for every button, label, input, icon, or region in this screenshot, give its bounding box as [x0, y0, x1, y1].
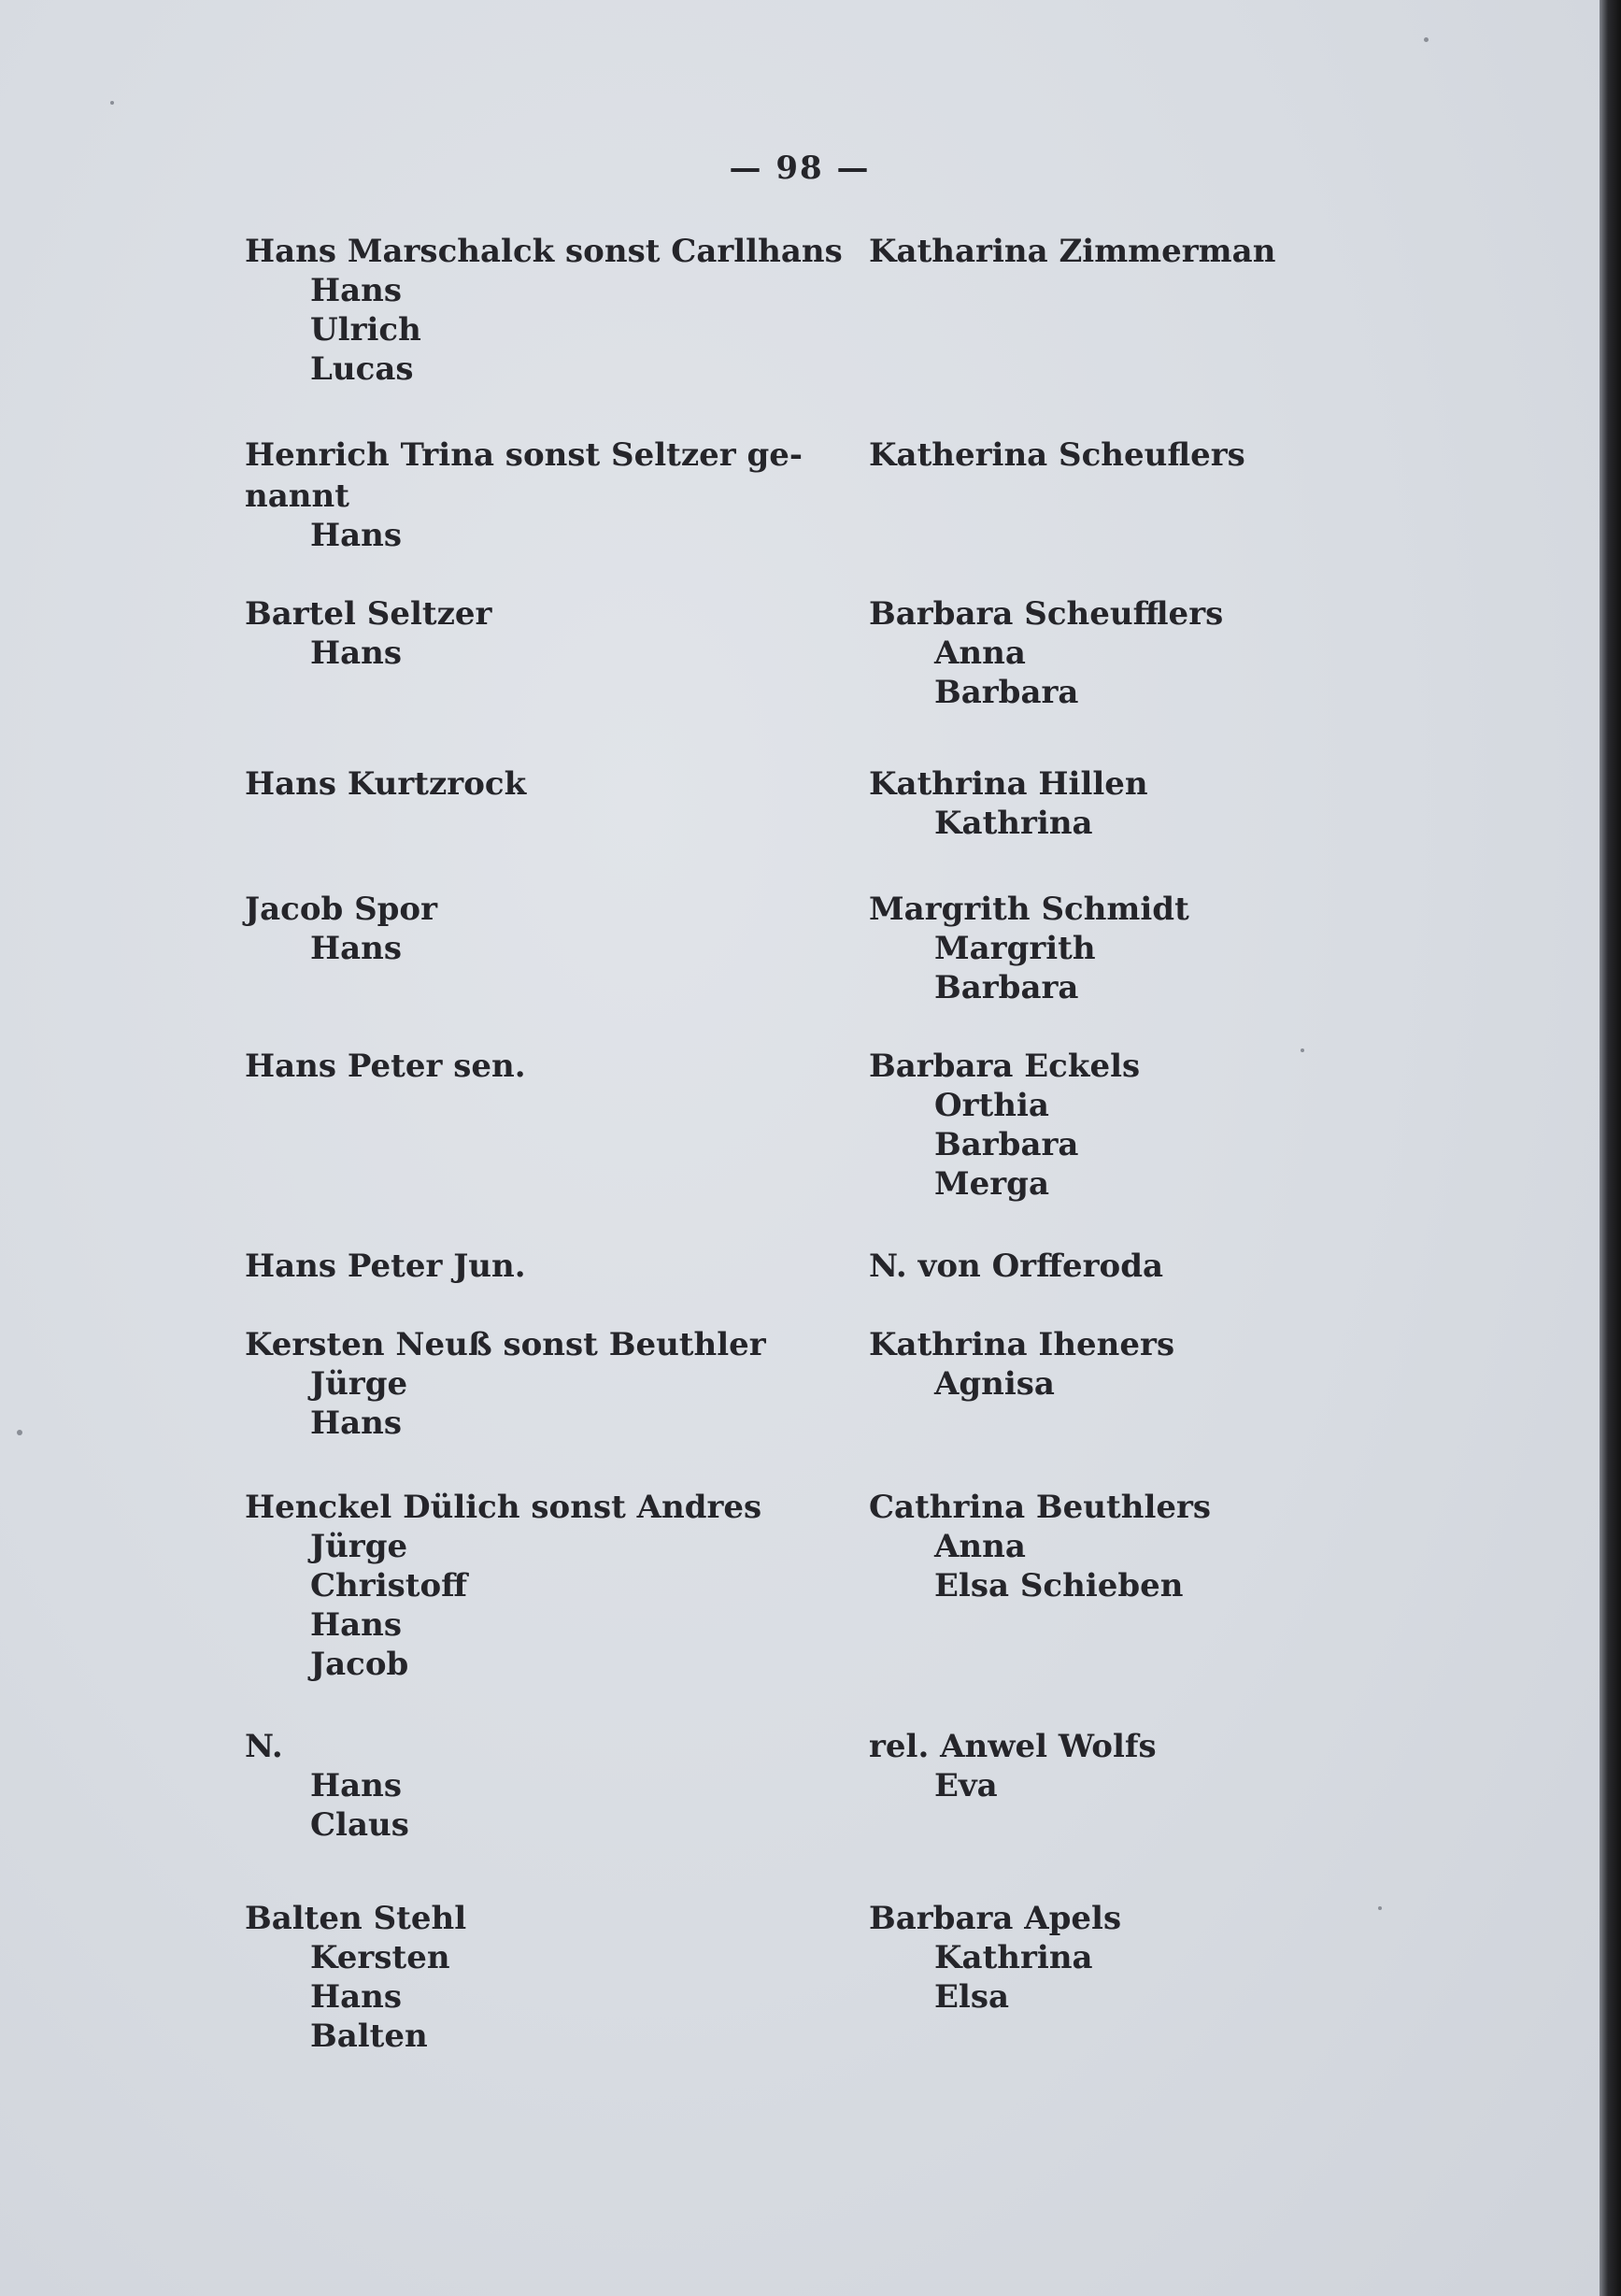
entry-child-name: Hans — [310, 930, 403, 967]
entry-head-name: Barbara Eckels — [869, 1048, 1141, 1085]
family-entry-right — [869, 594, 1223, 712]
paper-speck — [1301, 1048, 1304, 1052]
entry-head-name: Jacob Spor — [245, 891, 438, 928]
entry-child-name: Barbara — [934, 969, 1079, 1006]
entry-head-name: Bartel Seltzer — [245, 595, 492, 633]
family-entry-left — [245, 1727, 409, 1845]
entry-head-name: Barbara Apels — [869, 1900, 1122, 1937]
entry-head-name: Kathrina Hillen — [869, 765, 1148, 803]
entry-child-name: Hans — [310, 1978, 403, 2016]
entry-child-name: Margrith — [934, 930, 1096, 967]
entry-head-name: Barbara Scheufflers — [869, 595, 1224, 633]
entry-head-name: Balten Stehl — [245, 1900, 467, 1937]
entry-head-name: Hans Kurtzrock — [245, 765, 527, 803]
family-entry-left — [245, 890, 437, 968]
entry-head-name: Hans Peter sen. — [245, 1048, 526, 1085]
family-entry-left — [245, 1325, 766, 1443]
paper-speck — [17, 1430, 22, 1435]
entry-head-name: Margrith Schmidt — [869, 891, 1189, 928]
paper-speck — [110, 101, 114, 105]
family-entry-right — [869, 1047, 1140, 1204]
family-entry-left — [245, 477, 402, 555]
entry-child-name: Merga — [934, 1165, 1049, 1203]
page-number: — 98 — — [729, 150, 871, 187]
family-entry-left — [245, 1047, 526, 1086]
entry-head-name: N. — [245, 1728, 283, 1765]
entry-child-name: Lucas — [310, 350, 414, 388]
family-entry-left — [245, 232, 843, 389]
family-entry-left — [245, 594, 491, 673]
family-entry-right — [869, 764, 1148, 843]
entry-head-name: Henckel Dülich sonst Andres — [245, 1489, 762, 1526]
entry-child-name: Hans — [310, 1767, 403, 1804]
family-entry-left — [245, 1488, 761, 1684]
entry-child-name: Jürge — [310, 1528, 408, 1565]
entry-child-name: Hans — [310, 1606, 403, 1644]
entry-child-name: Jacob — [310, 1646, 409, 1683]
entry-head-name: Henrich Trina sonst Seltzer ge- — [245, 436, 803, 474]
entry-head-name: Katharina Zimmerman — [869, 233, 1276, 270]
entry-child-name: Kathrina — [934, 805, 1093, 842]
entry-child-name: Claus — [310, 1806, 409, 1844]
paper-speck — [1424, 37, 1429, 42]
family-entry-right — [869, 1325, 1174, 1404]
entry-child-name: Jürge — [310, 1365, 408, 1403]
entry-head-name: Kersten Neuß sonst Beuthler — [245, 1326, 766, 1363]
entry-child-name: Agnisa — [934, 1365, 1055, 1403]
entry-child-name: Barbara — [934, 1126, 1079, 1163]
family-entry-right — [869, 435, 1245, 475]
entry-head-name: Hans Marschalck sonst Carllhans — [245, 233, 843, 270]
entry-child-name: Christoff — [310, 1567, 468, 1604]
entry-child-name: Kathrina — [934, 1939, 1093, 1976]
book-edge — [1600, 0, 1621, 2296]
entry-child-name: Hans — [310, 635, 403, 672]
entry-child-name: Elsa Schieben — [934, 1567, 1184, 1604]
family-entry-left — [245, 1899, 466, 2056]
entry-child-name: Elsa — [934, 1978, 1010, 2016]
family-entry-right — [869, 1247, 1163, 1286]
entry-child-name: Hans — [310, 517, 403, 554]
entry-child-name: Anna — [934, 1528, 1026, 1565]
entry-child-name: Kersten — [310, 1939, 450, 1976]
family-entry-right — [869, 1488, 1211, 1605]
paper-speck — [1378, 1906, 1382, 1910]
entry-head-name: Cathrina Beuthlers — [869, 1489, 1212, 1526]
entry-child-name: Anna — [934, 635, 1026, 672]
family-entry-left — [245, 435, 803, 475]
entry-head-name: N. von Orfferoda — [869, 1248, 1164, 1285]
family-entry-left — [245, 764, 526, 804]
family-entry-right — [869, 890, 1189, 1007]
entry-child-name: Hans — [310, 1405, 403, 1442]
family-entry-right — [869, 232, 1275, 271]
entry-head-name: Kathrina Iheners — [869, 1326, 1175, 1363]
entry-head-name: rel. Anwel Wolfs — [869, 1728, 1157, 1765]
entry-child-name: Balten — [310, 2018, 428, 2055]
entry-head-name: nannt — [245, 478, 349, 515]
entry-child-name: Hans — [310, 272, 403, 309]
family-entry-right — [869, 1899, 1121, 2017]
entry-head-name: Katherina Scheuflers — [869, 436, 1245, 474]
entry-child-name: Orthia — [934, 1087, 1049, 1124]
entry-child-name: Ulrich — [310, 311, 421, 349]
family-entry-right — [869, 1727, 1157, 1805]
entry-child-name: Barbara — [934, 674, 1079, 711]
entry-head-name: Hans Peter Jun. — [245, 1248, 526, 1285]
entry-child-name: Eva — [934, 1767, 998, 1804]
family-entry-left — [245, 1247, 526, 1286]
